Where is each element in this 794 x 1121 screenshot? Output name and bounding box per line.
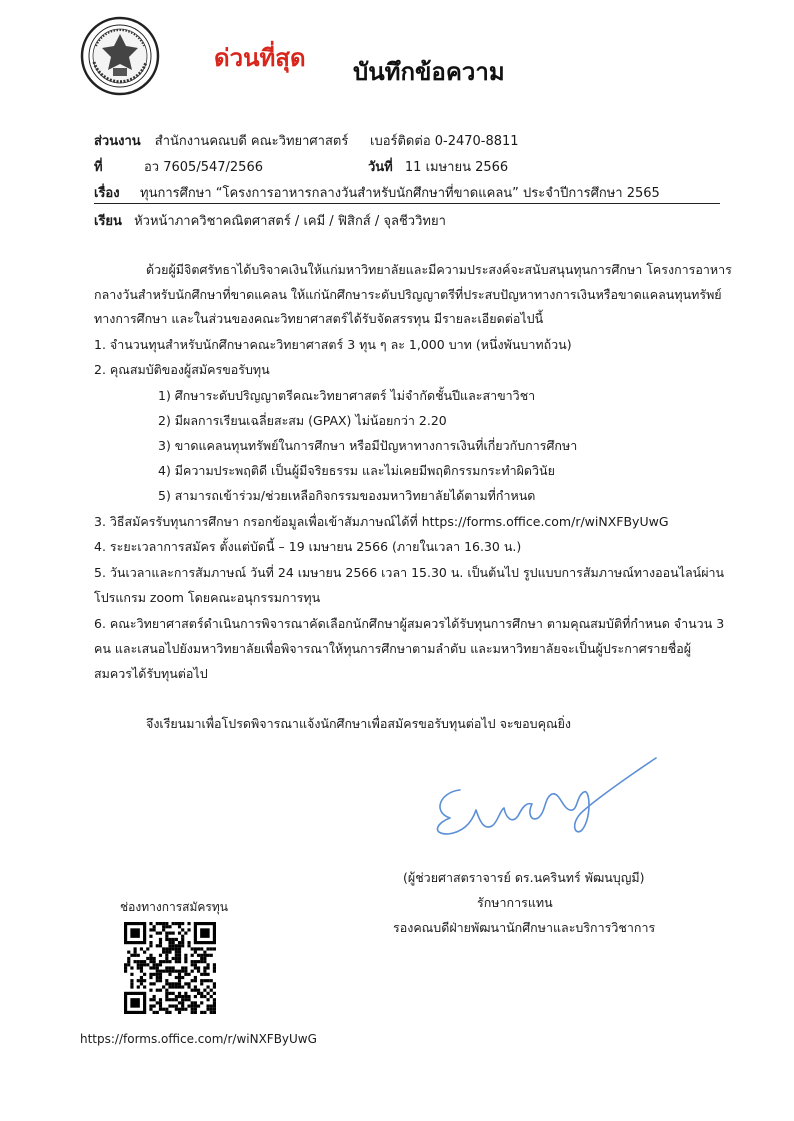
qr-caption: ช่องทางการสมัครทุน [120,900,228,914]
item-5-line-2: โปรแกรม zoom โดยคณะอนุกรรมการทุน [94,590,321,605]
header-divider [94,203,720,204]
signatory-acting: รักษาการแทน [477,895,553,910]
signature-image [420,752,660,848]
department-row [94,130,348,151]
subject-row [94,182,660,203]
department-value: สำนักงานคณบดี คณะวิทยาศาสตร์ [154,134,349,149]
memo-title: บันทึกข้อความ [353,58,505,86]
item-6-line-3: สมควรได้รับทุนต่อไป [94,666,208,681]
date-row [368,156,508,177]
date-label: วันที่ [368,160,393,175]
urgent-label: ด่วนที่สุด [214,44,306,72]
subject-value: ทุนการศึกษา “โครงการอาหารกลางวันสำหรับนักศึกษาที่ขาดแคลน” ประจำปีการศึกษา 2565 [140,186,660,201]
item-6-line-1: 6. คณะวิทยาศาสตร์ดำเนินการพิจารณาคัดเลือกนักศึกษาผู้สมควรได้รับทุนการศึกษา ตามคุณสมบัติที่กำหนด จำนวน 3 [94,616,725,631]
item-4: 4. ระยะเวลาการสมัคร ตั้งแต่บัดนี้ – 19 เมษายน 2566 (ภายในเวลา 16.30 น.) [94,539,522,554]
department-label: ส่วนงาน [94,134,141,149]
item-3: 3. วิธีสมัครรับทุนการศึกษา กรอกข้อมูลเพื่อเข้าสัมภาษณ์ได้ที่ https://forms.office.com/r/wiNXFByUwG [94,514,669,529]
signatory-name: (ผู้ช่วยศาสตราจารย์ ดร.นครินทร์ พัฒนบุญมี) [403,870,645,885]
university-seal-logo [80,16,160,96]
signatory-position: รองคณบดีฝ่ายพัฒนานักศึกษาและบริการวิชาการ [393,920,656,935]
item-1: 1. จำนวนทุนสำหรับนักศึกษาคณะวิทยาศาสตร์ 3 ทุน ๆ ละ 1,000 บาท (หนึ่งพันบาทถ้วน) [94,337,572,352]
ref-row [94,156,263,177]
to-label: เรียน [94,214,122,229]
to-row [94,210,446,231]
qualification-4: 4) มีความประพฤติดี เป็นผู้มีจริยธรรม และไม่เคยมีพฤติกรรมกระทำผิดวินัย [158,463,555,478]
intro-line-3: ทางการศึกษา และในส่วนของคณะวิทยาศาสตร์ได้รับจัดสรรทุน มีรายละเอียดต่อไปนี้ [94,311,544,326]
item-2: 2. คุณสมบัติของผู้สมัครขอรับทุน [94,362,270,377]
ref-value: อว 7605/547/2566 [144,160,263,175]
closing-line: จึงเรียนมาเพื่อโปรดพิจารณาแจ้งนักศึกษาเพื่อสมัครขอรับทุนต่อไป จะขอบคุณยิ่ง [146,716,571,731]
phone-number: เบอร์ติดต่อ 0-2470-8811 [370,134,519,149]
to-value: หัวหน้าภาควิชาคณิตศาสตร์ / เคมี / ฟิสิกส์ / จุลชีววิทยา [134,214,446,229]
ref-label: ที่ [94,160,103,175]
subject-label: เรื่อง [94,186,120,201]
qualification-1: 1) ศึกษาระดับปริญญาตรีคณะวิทยาศาสตร์ ไม่จำกัดชั้นปีและสาขาวิชา [158,388,536,403]
qualification-5: 5) สามารถเข้าร่วม/ช่วยเหลือกิจกรรมของมหาวิทยาลัยได้ตามที่กำหนด [158,488,536,503]
intro-line-2: กลางวันสำหรับนักศึกษาที่ขาดแคลน ให้แก่นักศึกษาระดับปริญญาตรีที่ประสบปัญหาทางการเงินหรือขาดแคลนทุนทรัพย์ [94,287,722,302]
item-6-line-2: คน และเสนอไปยังมหาวิทยาลัยเพื่อพิจารณาให้ทุนการศึกษาตามลำดับ และมหาวิทยาลัยจะเป็นผู้ประกาศรายชื่อผู้ [94,641,692,656]
qr-code-image[interactable] [124,922,216,1014]
date-value: 11 เมษายน 2566 [404,160,509,175]
qualification-3: 3) ขาดแคลนทุนทรัพย์ในการศึกษา หรือมีปัญหาทางการเงินที่เกี่ยวกับการศึกษา [158,438,578,453]
item-5-line-1: 5. วันเวลาและการสัมภาษณ์ วันที่ 24 เมษายน 2566 เวลา 15.30 น. เป็นต้นไป รูปแบบการสัมภาษณ์ทางออนไลน์ผ่าน [94,565,725,580]
qualification-2: 2) มีผลการเรียนเฉลี่ยสะสม (GPAX) ไม่น้อยกว่า 2.20 [158,413,447,428]
qr-url-link[interactable]: https://forms.office.com/r/wiNXFByUwG [80,1032,317,1046]
intro-line-1: ด้วยผู้มีจิตศรัทธาได้บริจาคเงินให้แก่มหาวิทยาลัยและมีความประสงค์จะสนับสนุนทุนการศึกษา โครงการอาหาร [146,262,732,277]
